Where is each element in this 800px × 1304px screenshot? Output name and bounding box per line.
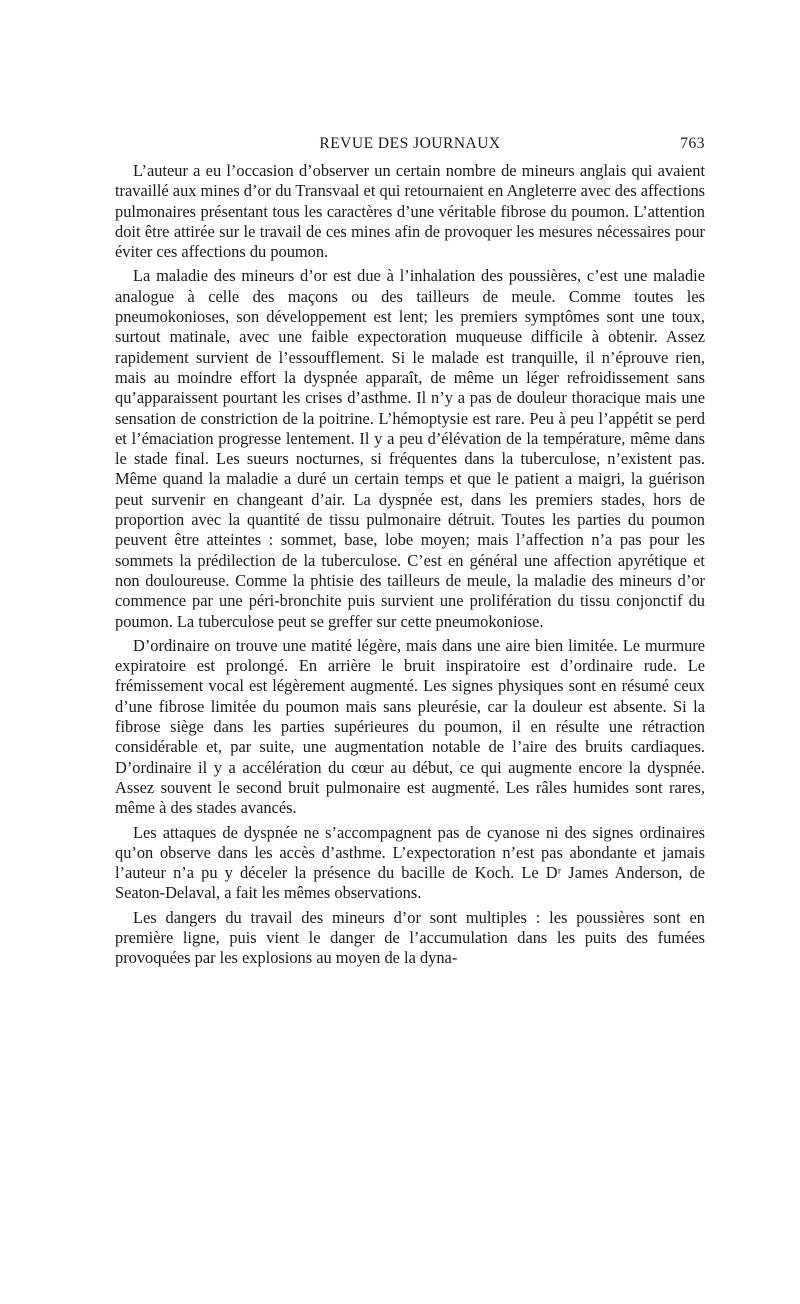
running-title: REVUE DES JOURNAUX bbox=[319, 135, 501, 152]
page-number: 763 bbox=[680, 135, 705, 152]
paragraph-intro: L’auteur a eu l’occasion d’observer un certain nombre de mineurs anglais qui avaient travaillé aux mines d’or du Transvaal et qui retournaient en Angleterre avec des affections pulmonaires présentant tous les caractères d’une véritable fibrose du poumon. L’attention doit être attirée sur le travail de ces mines afin de provoquer les mesures nécessaires pour éviter ces affections du poumon. bbox=[115, 161, 706, 262]
page bbox=[115, 133, 705, 969]
article-body bbox=[115, 161, 705, 969]
paragraph-symptoms: La maladie des mineurs d’or est due à l’inhalation des poussières, c’est une maladie analogue à celle des maçons ou des tailleurs de meule. Comme toutes les pneumokonioses, son développement est lent; les premiers symptômes sont une toux, surtout matinale, avec une faible expectoration muqueuse difficile à obtenir. Assez rapidement survient de l’essoufflement. Si le malade est tranquille, il n’éprouve rien, mais au moindre effort la dyspnée apparaît, de même un léger refroidissement sans qu’apparaissent pourtant les crises d’asthme. Il n’y a pas de douleur thoracique mais une sensation de constriction de la poitrine. L’hémoptysie est rare. Peu à peu l’appétit se perd et l’émaciation progresse lentement. Il y a peu d’élévation de la température, même dans le stade final. Les sueurs nocturnes, si fréquentes dans la tuberculose, n’existent pas. Même quand la maladie a duré un certain temps et que le patient a maigri, la guérison peut survenir en changeant d’air. La dyspnée est, dans les premiers stades, hors de proportion avec la quantité de tissu pulmonaire détruit. Toutes les parties du poumon peuvent être atteintes : sommet, base, lobe moyen; mais l’affection n’a pas pour les sommets la prédilection de la tuberculose. C’est en général une affection apyrétique et non douloureuse. Comme la phtisie des tailleurs de meule, la maladie des mineurs d’or commence par une péri-bronchite puis survient une prolifération du tissu conjonctif du poumon. La tuberculose peut se greffer sur cette pneumokoniose. bbox=[115, 266, 705, 631]
running-head bbox=[115, 133, 705, 157]
paragraph-physical-signs: D’ordinaire on trouve une matité légère, mais dans une aire bien limitée. Le murmure expiratoire est prolongé. En arrière le bruit inspiratoire est d’ordinaire rude. Le frémissement vocal est légèrement augmenté. Les signes physiques sont en résumé ceux d’une fibrose limitée du poumon mais sans pleurésie, car la douleur est absente. Si la fibrose siège dans les parties supérieures du poumon, il en résulte une rétraction considérable et, par suite, une augmentation notable de l’aire des bruits cardiaques. D’ordinaire il y a accélération du cœur au début, ce qui augmente encore la dyspnée. Assez souvent le second bruit pulmonaire est augmenté. Les râles humides sont rares, même à des stades avancés. bbox=[115, 635, 705, 818]
paragraph-dyspnea: Les attaques de dyspnée ne s’accompagnent pas de cyanose ni des signes ordinaires qu’on observe dans les accès d’asthme. L’expectoration n’est pas abondante et jamais l’auteur n’a pu y déceler la présence du bacille de Koch. Le Dʳ James Anderson, de Seaton-Delaval, a fait les mêmes observations. bbox=[115, 822, 705, 903]
paragraph-dangers: Les dangers du travail des mineurs d’or sont multiples : les poussières sont en première ligne, puis vient le danger de l’accumulation dans les puits des fumées provoquées par les explosions au moyen de la dyna- bbox=[115, 907, 705, 968]
